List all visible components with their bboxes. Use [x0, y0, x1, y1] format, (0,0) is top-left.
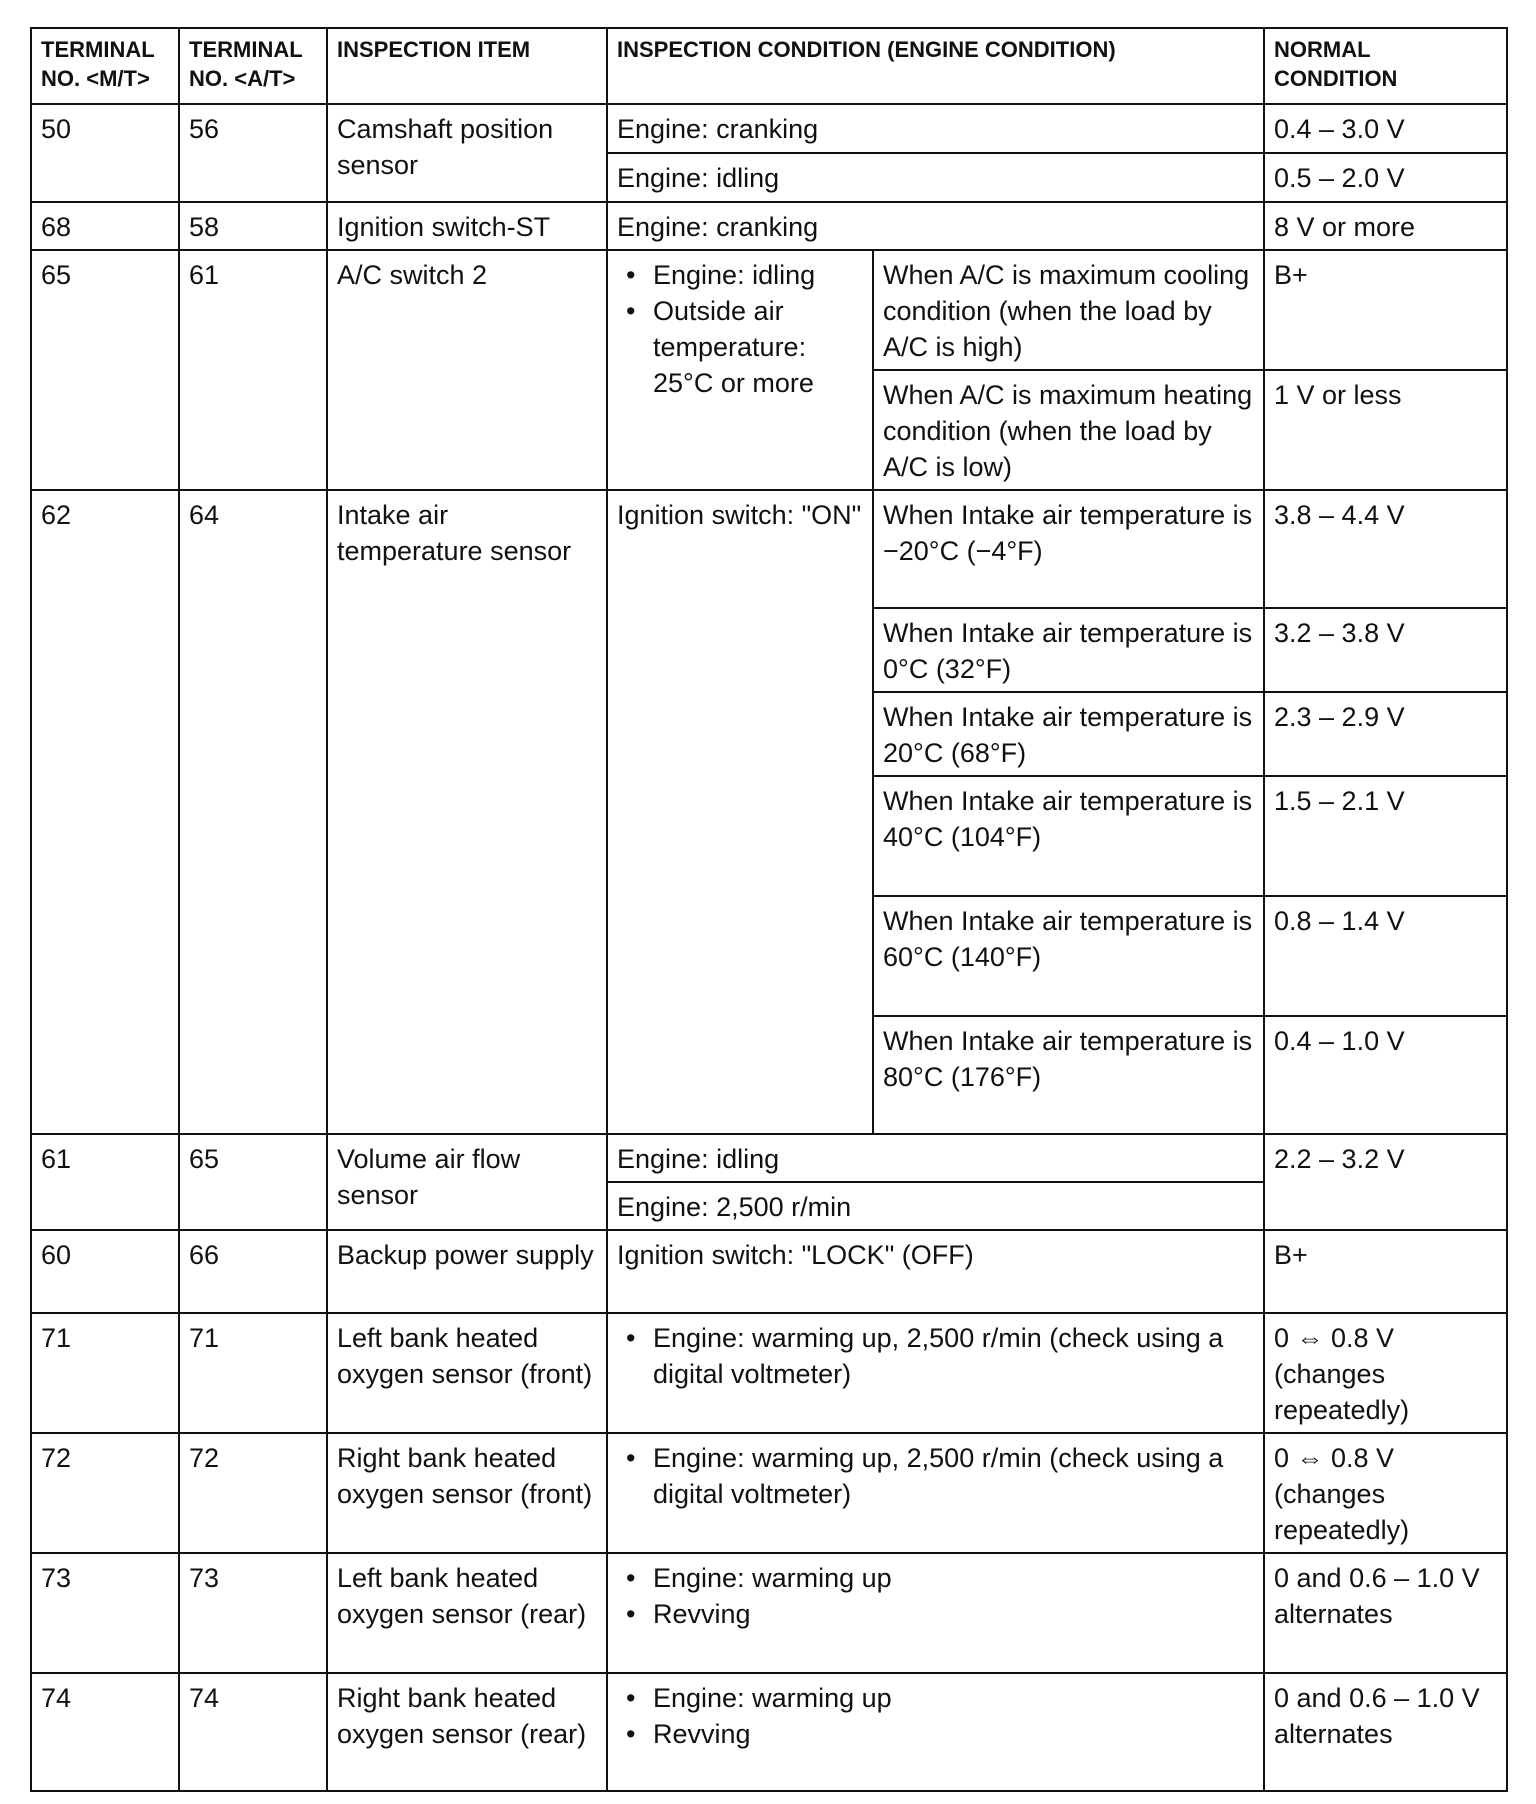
header-inspection-item: INSPECTION ITEM [327, 28, 607, 104]
sub-condition-cell: When A/C is maximum heating condition (when the load by A/C is low) [873, 370, 1264, 490]
sub-condition-cell: When Intake air temperature is 40°C (104°F) [873, 776, 1264, 896]
inspection-item-cell: Left bank heated oxygen sensor (front) [327, 1313, 607, 1433]
terminal-mt-cell: 61 [31, 1134, 179, 1230]
normal-value-cell: 0 ⇔ 0.8 V (changes repeatedly) [1264, 1433, 1507, 1553]
table-row [31, 490, 1507, 608]
normal-value-cell: 2.3 – 2.9 V [1264, 692, 1507, 776]
terminal-mt-cell: 71 [31, 1313, 179, 1433]
table-row [31, 1313, 1507, 1433]
terminal-mt-cell: 62 [31, 490, 179, 1134]
inspection-item-cell: Camshaft position sensor [327, 104, 607, 202]
bullet-item: • Revving [653, 1596, 1254, 1632]
normal-value-cell: 0.4 – 1.0 V [1264, 1016, 1507, 1134]
normal-value-cell: 8 V or more [1264, 202, 1507, 250]
condition-bullet-list [617, 1560, 1254, 1632]
inspection-item-cell: Right bank heated oxygen sensor (rear) [327, 1673, 607, 1791]
condition-bullet-list [617, 1680, 1254, 1752]
bullet-item: • Revving [653, 1716, 1254, 1752]
normal-value-cell: 0 and 0.6 – 1.0 V alternates [1264, 1673, 1507, 1791]
condition-cell [607, 250, 873, 490]
bullet-item: • Engine: idling [653, 257, 863, 293]
condition-cell: Engine: idling [607, 153, 1264, 202]
header-terminal-mt: TERMINAL NO. <M/T> [31, 28, 179, 104]
table-row [31, 1134, 1507, 1182]
sub-condition-cell: When Intake air temperature is −20°C (−4°F) [873, 490, 1264, 608]
header-inspection-condition: INSPECTION CONDITION (ENGINE CONDITION) [607, 28, 1264, 104]
normal-value-cell: 0.5 – 2.0 V [1264, 153, 1507, 202]
condition-cell: Engine: cranking [607, 202, 1264, 250]
condition-cell [607, 1673, 1264, 1791]
inspection-item-cell: Left bank heated oxygen sensor (rear) [327, 1553, 607, 1673]
terminal-mt-cell: 73 [31, 1553, 179, 1673]
sub-condition-cell: When Intake air temperature is 80°C (176°F) [873, 1016, 1264, 1134]
inspection-item-cell: Right bank heated oxygen sensor (front) [327, 1433, 607, 1553]
terminal-at-cell: 61 [179, 250, 327, 490]
condition-cell: Ignition switch: "ON" [607, 490, 873, 1134]
header-terminal-at: TERMINAL NO. <A/T> [179, 28, 327, 104]
terminal-at-cell: 74 [179, 1673, 327, 1791]
bullet-item: • Engine: warming up, 2,500 r/min (check using a digital voltmeter) [653, 1440, 1254, 1512]
terminal-at-cell: 65 [179, 1134, 327, 1230]
condition-cell [607, 1433, 1264, 1553]
terminal-at-cell: 66 [179, 1230, 327, 1313]
terminal-at-cell: 71 [179, 1313, 327, 1433]
table-row [31, 1673, 1507, 1791]
normal-value-cell: B+ [1264, 250, 1507, 370]
header-normal-condition: NORMAL CONDITION [1264, 28, 1507, 104]
condition-cell: Engine: idling [607, 1134, 1264, 1182]
terminal-at-cell: 72 [179, 1433, 327, 1553]
table-row [31, 250, 1507, 370]
sub-condition-cell: When Intake air temperature is 60°C (140°F) [873, 896, 1264, 1016]
inspection-item-cell: Intake air temperature sensor [327, 490, 607, 1134]
table-row [31, 1230, 1507, 1313]
inspection-item-cell: A/C switch 2 [327, 250, 607, 490]
terminal-at-cell: 64 [179, 490, 327, 1134]
table-row [31, 104, 1507, 153]
normal-value-cell: B+ [1264, 1230, 1507, 1313]
condition-cell: Engine: 2,500 r/min [607, 1182, 1264, 1230]
normal-value-cell: 3.8 – 4.4 V [1264, 490, 1507, 608]
condition-bullet-list [617, 1320, 1254, 1392]
sub-condition-cell: When Intake air temperature is 0°C (32°F) [873, 608, 1264, 692]
bullet-item: • Engine: warming up [653, 1560, 1254, 1596]
condition-bullet-list [617, 1440, 1254, 1512]
sub-condition-cell: When Intake air temperature is 20°C (68°F) [873, 692, 1264, 776]
bullet-item: • Engine: warming up, 2,500 r/min (check using a digital voltmeter) [653, 1320, 1254, 1392]
terminal-mt-cell: 74 [31, 1673, 179, 1791]
condition-cell [607, 1313, 1264, 1433]
sub-condition-cell: When A/C is maximum cooling condition (when the load by A/C is high) [873, 250, 1264, 370]
condition-cell: Engine: cranking [607, 104, 1264, 153]
normal-value-cell: 2.2 – 3.2 V [1264, 1134, 1507, 1230]
terminal-at-cell: 73 [179, 1553, 327, 1673]
normal-value-cell: 0.8 – 1.4 V [1264, 896, 1507, 1016]
header-row [31, 28, 1507, 104]
terminal-mt-cell: 65 [31, 250, 179, 490]
terminal-mt-cell: 72 [31, 1433, 179, 1553]
normal-value-cell: 0 ⇔ 0.8 V (changes repeatedly) [1264, 1313, 1507, 1433]
normal-value-cell: 0 and 0.6 – 1.0 V alternates [1264, 1553, 1507, 1673]
condition-bullet-list [617, 257, 863, 401]
bullet-item: • Engine: warming up [653, 1680, 1254, 1716]
terminal-mt-cell: 50 [31, 104, 179, 202]
normal-value-cell: 1 V or less [1264, 370, 1507, 490]
condition-cell [607, 1553, 1264, 1673]
normal-value-cell: 0.4 – 3.0 V [1264, 104, 1507, 153]
inspection-item-cell: Ignition switch-ST [327, 202, 607, 250]
normal-value-cell: 1.5 – 2.1 V [1264, 776, 1507, 896]
bullet-item: • Outside air temperature: 25°C or more [653, 293, 863, 401]
table-row [31, 202, 1507, 250]
normal-value-cell: 3.2 – 3.8 V [1264, 608, 1507, 692]
inspection-item-cell: Volume air flow sensor [327, 1134, 607, 1230]
inspection-table [30, 27, 1508, 1792]
terminal-at-cell: 56 [179, 104, 327, 202]
table-row [31, 1553, 1507, 1673]
condition-cell: Ignition switch: "LOCK" (OFF) [607, 1230, 1264, 1313]
table-row [31, 1433, 1507, 1553]
inspection-item-cell: Backup power supply [327, 1230, 607, 1313]
terminal-mt-cell: 68 [31, 202, 179, 250]
terminal-at-cell: 58 [179, 202, 327, 250]
terminal-mt-cell: 60 [31, 1230, 179, 1313]
